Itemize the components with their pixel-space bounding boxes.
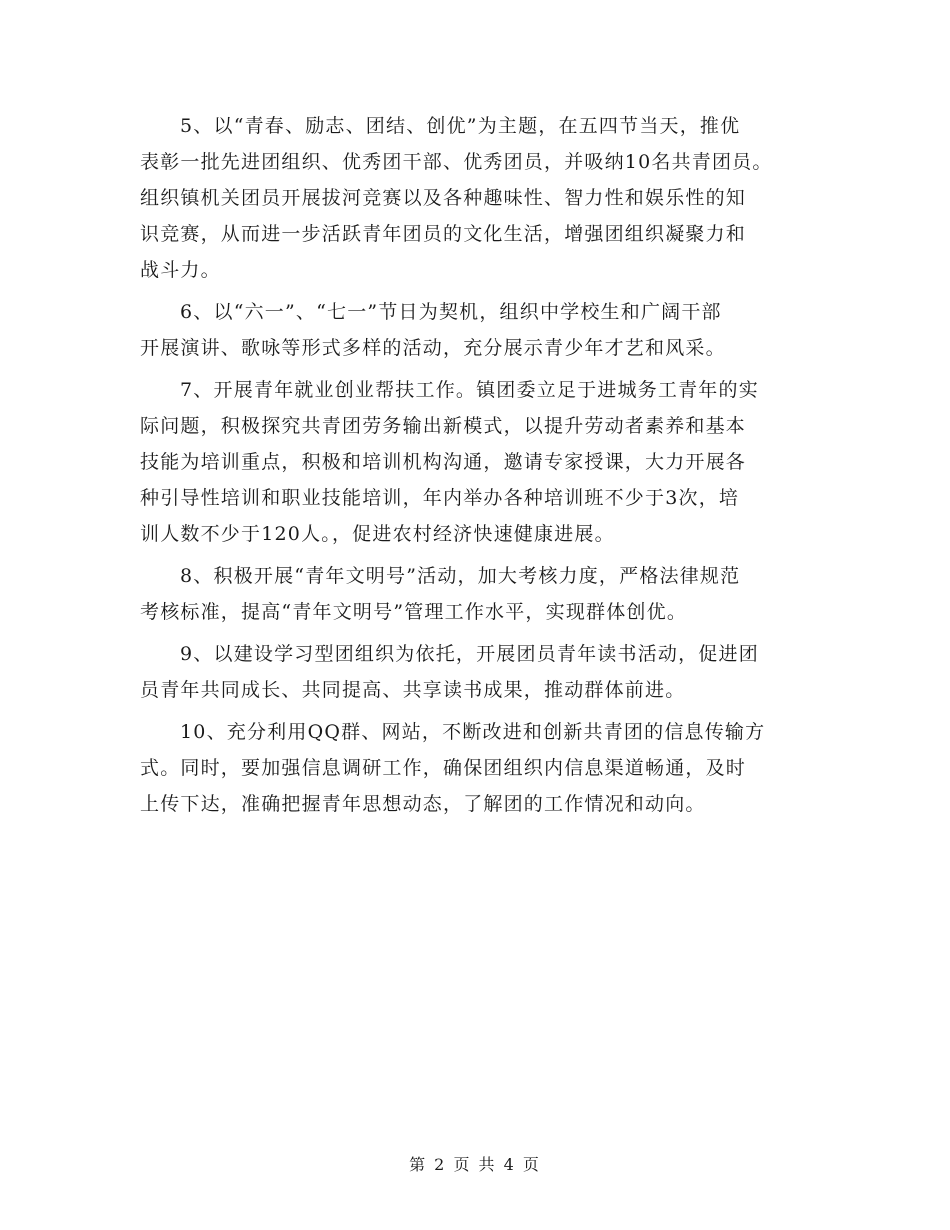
text-line: 9、以建设学习型团组织为依托，开展团员青年读书活动，促进团	[180, 643, 759, 665]
text-line: 考核标准，提高“青年文明号”管理工作水平，实现群体创优。	[140, 601, 688, 623]
page-number-footer: 第 2 页 共 4 页	[409, 1155, 541, 1174]
paragraph-8	[140, 558, 810, 630]
text-line: 识竞赛，从而进一步活跃青年团员的文化生活，增强团组织凝聚力和	[140, 223, 747, 245]
text-line: 组织镇机关团员开展拔河竞赛以及各种趣味性、智力性和娱乐性的知	[140, 187, 747, 209]
text-line: 6、以“六一”、“七一”节日为契机，组织中学校生和广阔干部	[180, 301, 722, 323]
text-line: 上传下达，准确把握青年思想动态，了解团的工作情况和动向。	[140, 793, 706, 815]
text-line: 10、充分利用QQ群、网站，不断改进和创新共青团的信息传输方	[180, 721, 766, 743]
text-line: 战斗力。	[140, 259, 221, 281]
paragraph-7	[140, 372, 810, 552]
text-line: 际问题，积极探究共青团劳务输出新模式，以提升劳动者素养和基本	[140, 415, 747, 437]
text-line: 技能为培训重点，积极和培训机构沟通，邀请专家授课，大力开展各	[140, 451, 747, 473]
paragraph-5	[140, 108, 810, 288]
text-line: 种引导性培训和职业技能培训，年内举办各种培训班不少于3次，培	[140, 487, 740, 509]
paragraph-10	[140, 714, 810, 822]
text-line: 开展演讲、歌咏等形式多样的活动，充分展示青少年才艺和风采。	[140, 337, 726, 359]
text-line: 5、以“青春、励志、团结、创优”为主题，在五四节当天，推优	[180, 115, 741, 137]
text-line: 训人数不少于120人。，促进农村经济快速健康进展。	[140, 523, 615, 545]
paragraph-6	[140, 294, 810, 366]
document-body	[140, 108, 810, 828]
text-line: 员青年共同成长、共同提高、共享读书成果，推动群体前进。	[140, 679, 686, 701]
text-line: 式。同时，要加强信息调研工作，确保团组织内信息渠道畅通，及时	[140, 757, 747, 779]
text-line: 表彰一批先进团组织、优秀团干部、优秀团员，并吸纳10名共青团员。	[140, 151, 773, 173]
paragraph-9	[140, 636, 810, 708]
text-line: 8、积极开展“青年文明号”活动，加大考核力度，严格法律规范	[180, 565, 741, 587]
text-line: 7、开展青年就业创业帮扶工作。镇团委立足于进城务工青年的实	[180, 379, 759, 401]
